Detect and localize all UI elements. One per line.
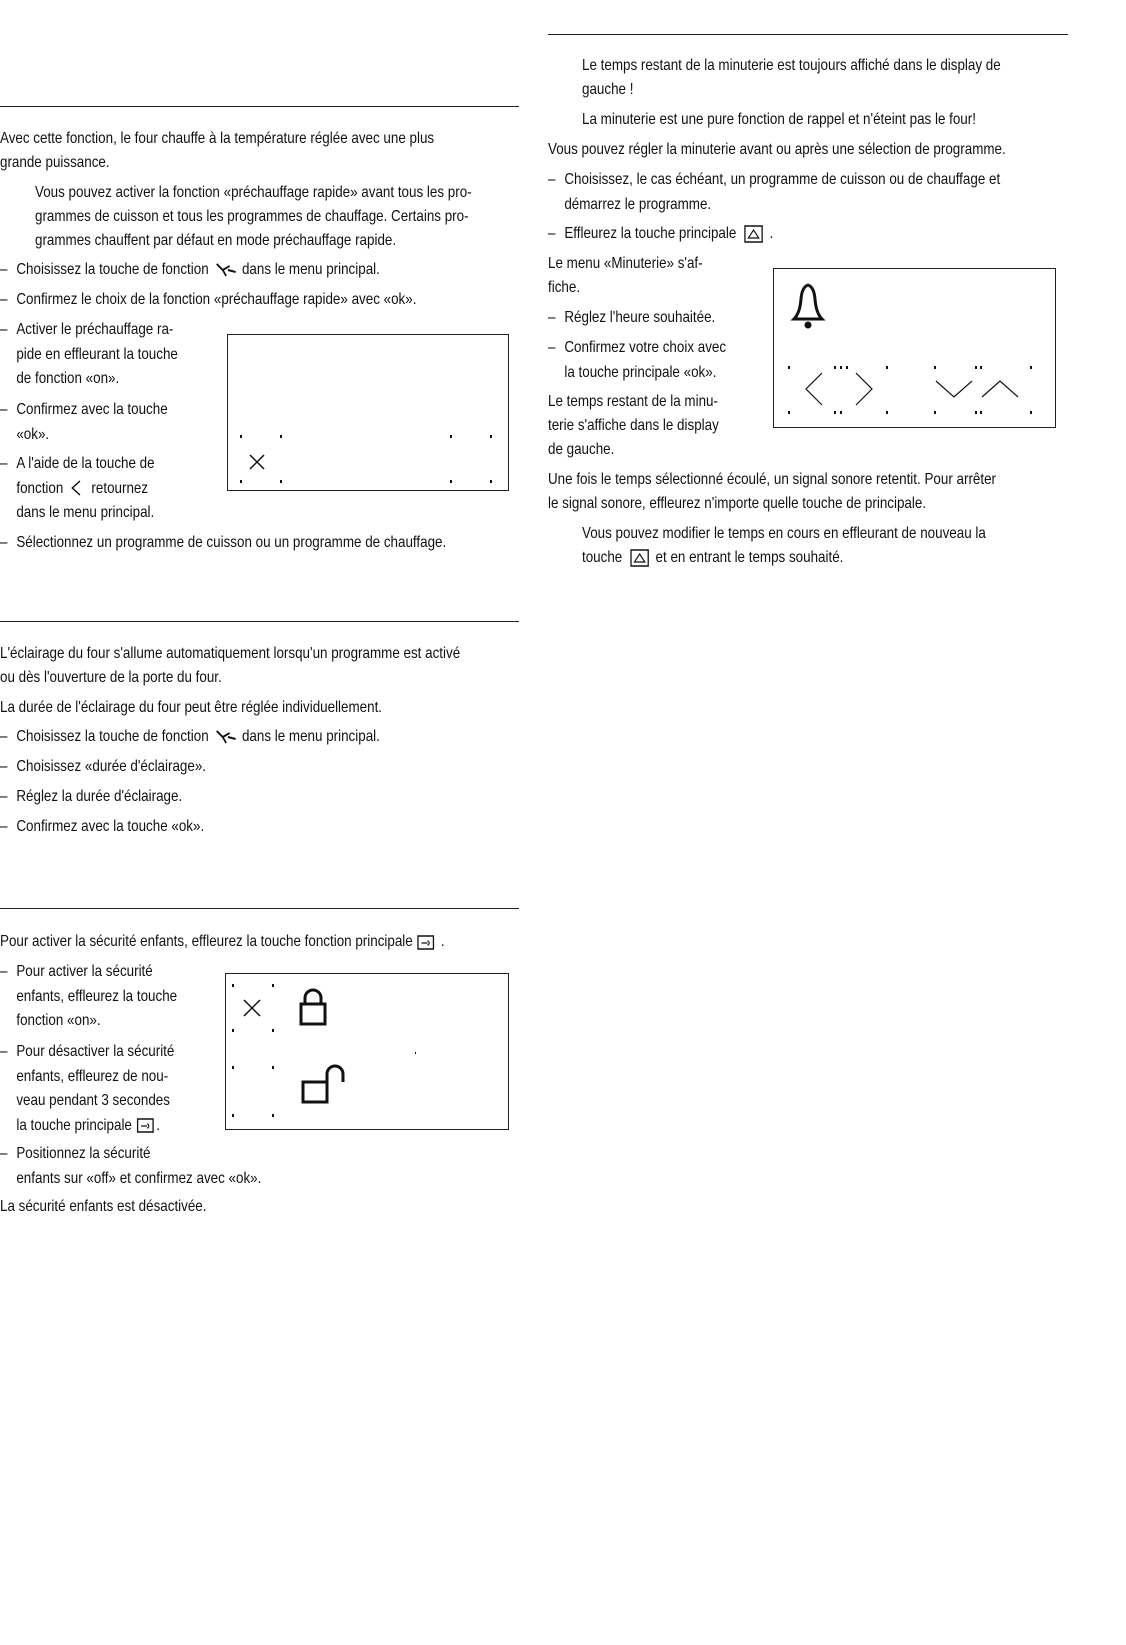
display-child-lock-graphic — [226, 974, 508, 1129]
timer-bell-key-icon — [626, 548, 652, 568]
child-outro: La sécurité enfants est désactivée. — [0, 1198, 207, 1215]
key-lock-icon — [416, 933, 437, 951]
preheat-step-4: – Confirmez avec la touche «ok». — [0, 401, 168, 443]
timer-note-2: La minuterie est une pure fonction de rappel et n'éteint pas le four! — [582, 111, 976, 128]
timer-remain-2: terie s'affiche dans le display — [548, 417, 719, 434]
timer-step-2: – Effleurez la touche principale . — [548, 225, 774, 242]
timer-note-1-line-2: gauche ! — [582, 81, 634, 98]
function-key-icon — [212, 727, 238, 747]
back-arrow-icon — [67, 478, 88, 498]
timer-signal-1: Une fois le temps sélectionné écoulé, un signal sonore retentit. Pour arrêter — [548, 471, 997, 488]
timer-note-3-line-1: Vous pouvez modifier le temps en cours en effleurant de nouveau la — [582, 525, 986, 542]
preheat-step-6: – Sélectionnez un programme de cuisson ou un programme de chauffage. — [0, 534, 447, 551]
preheat-step-2: – Confirmez le choix de la fonction «préchauffage rapide» avec «ok». — [0, 291, 417, 308]
preheat-note-1: Vous pouvez activer la fonction «préchauffage rapide» avant tous les pro- — [35, 184, 472, 201]
display-timer-graphic — [774, 269, 1055, 427]
light-intro-1: L'éclairage du four s'allume automatiquement lorsqu'un programme est activé — [0, 645, 461, 662]
timer-bell-key-icon — [740, 224, 766, 244]
section-rule-timer — [548, 34, 1068, 35]
light-line-2: La durée de l'éclairage du four peut être réglée individuellement. — [0, 699, 383, 716]
timer-menu-1: Le menu «Minuterie» s'af- — [548, 255, 703, 272]
child-step-1: – Pour activer la sécurité enfants, effleurez la touche fonction «on». — [0, 963, 178, 1029]
section-rule-light — [0, 621, 519, 622]
child-step-2: – Pour désactiver la sécurité enfants, effleurez de nou- veau pendant 3 secondes la touche principale . — [0, 1043, 175, 1134]
display-child-lock — [225, 973, 509, 1130]
arrow-left-icon — [806, 373, 822, 405]
bell-icon — [794, 285, 822, 319]
preheat-step-3: – Activer le préchauffage ra- pide en effleurant la touche de fonction «on». — [0, 321, 178, 387]
preheat-step-1: – Choisissez la touche de fonction dans le menu principal. — [0, 261, 380, 278]
light-step-2: – Choisissez «durée d'éclairage». — [0, 758, 207, 775]
timer-remain-1: Le temps restant de la minu- — [548, 393, 718, 410]
preheat-intro-1: Avec cette fonction, le four chauffe à la température réglée avec une plus — [0, 130, 435, 147]
timer-line: Vous pouvez régler la minuterie avant ou après une sélection de programme. — [548, 141, 1006, 158]
function-key-icon — [212, 260, 238, 280]
child-step-3: – Positionnez la sécurité enfants sur «off» et confirmez avec «ok». — [0, 1145, 262, 1187]
arrow-up-icon — [982, 381, 1018, 397]
display-preheat — [227, 334, 509, 491]
light-step-3: – Réglez la durée d'éclairage. — [0, 788, 183, 805]
timer-step-3: – Réglez l'heure souhaitée. — [548, 309, 716, 326]
preheat-intro-2: grande puissance. — [0, 154, 110, 171]
timer-step-4: – Confirmez votre choix avec la touche principale «ok». — [548, 339, 727, 381]
timer-signal-2: le signal sonore, effleurez n'importe quelle touche de principale. — [548, 495, 927, 512]
section-rule-preheat — [0, 106, 519, 107]
light-step-1: – Choisissez la touche de fonction dans le menu principal. — [0, 728, 380, 745]
preheat-note-3: grammes chauffent par défaut en mode préchauffage rapide. — [35, 232, 397, 249]
lock-closed-icon — [301, 990, 325, 1024]
timer-step-1: – Choisissez, le cas échéant, un programme de cuisson ou de chauffage et démarrez le programme. — [548, 171, 1001, 213]
timer-note-1-line-1: Le temps restant de la minuterie est toujours affiché dans le display de — [582, 57, 1001, 74]
timer-menu-2: fiche. — [548, 279, 581, 296]
light-step-4: – Confirmez avec la touche «ok». — [0, 818, 205, 835]
arrow-down-icon — [936, 381, 972, 397]
display-preheat-graphic — [228, 335, 508, 490]
arrow-right-icon — [856, 373, 872, 405]
lock-open-icon — [303, 1066, 343, 1102]
display-timer — [773, 268, 1056, 428]
preheat-step-5: – A l'aide de la touche de fonction retournez dans le menu principal. — [0, 455, 155, 521]
preheat-note-2: grammes de cuisson et tous les programmes de chauffage. Certains pro- — [35, 208, 469, 225]
timer-note-3-line-2: touche et en entrant le temps souhaité. — [582, 549, 844, 566]
timer-remain-3: de gauche. — [548, 441, 615, 458]
child-intro: Pour activer la sécurité enfants, effleurez la touche fonction principale . — [0, 933, 445, 950]
key-lock-icon — [136, 1116, 157, 1134]
section-rule-child — [0, 908, 519, 909]
light-intro-2: ou dès l'ouverture de la porte du four. — [0, 669, 222, 686]
